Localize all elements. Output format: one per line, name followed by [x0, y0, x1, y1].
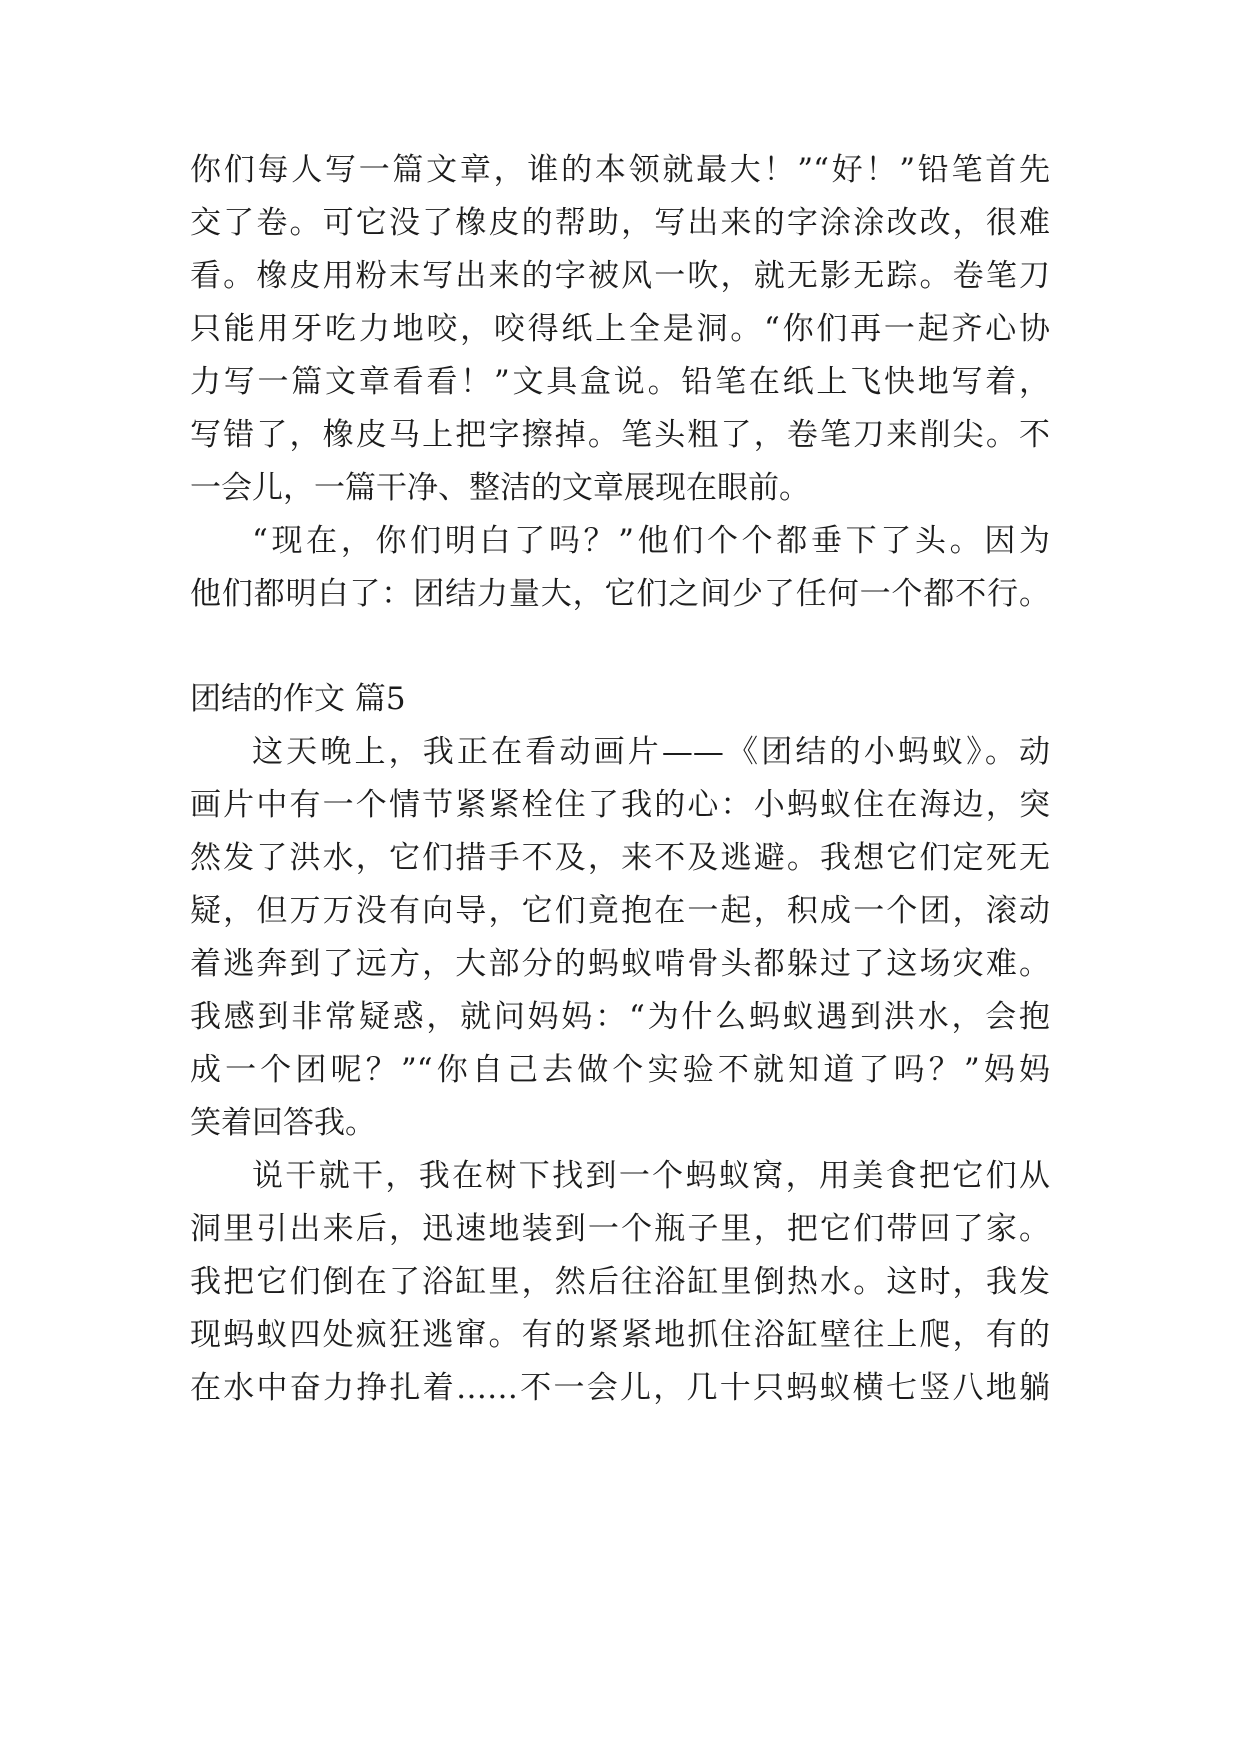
text-line: 一会儿，一篇干净、整洁的文章展现在眼前。	[190, 470, 810, 506]
text-line: 然发了洪水，它们措手不及，来不及逃避。我想它们定死无	[190, 840, 1050, 876]
text-line: 这天晚上，我正在看动画片——《团结的小蚂蚁》。动	[252, 734, 1050, 770]
text-line: 笑着回答我。	[190, 1105, 376, 1141]
text-line: 看。橡皮用粉末写出来的字被风一吹，就无影无踪。卷笔刀	[190, 258, 1050, 294]
text-line: 疑，但万万没有向导，它们竟抱在一起，积成一个团，滚动	[190, 893, 1050, 929]
text-line: 只能用牙吃力地咬，咬得纸上全是洞。“你们再一起齐心协	[190, 311, 1050, 347]
text-line: 洞里引出来后，迅速地装到一个瓶子里，把它们带回了家。	[190, 1211, 1050, 1247]
text-line: 我把它们倒在了浴缸里，然后往浴缸里倒热水。这时，我发	[190, 1264, 1050, 1300]
text-line: 他们都明白了：团结力量大，它们之间少了任何一个都不行。	[190, 576, 1050, 612]
text-line: 成一个团呢？”“你自己去做个实验不就知道了吗？”妈妈	[190, 1052, 1050, 1088]
text-line: 着逃奔到了远方，大部分的蚂蚁啃骨头都躲过了这场灾难。	[190, 946, 1050, 982]
text-line: 说干就干，我在树下找到一个蚂蚁窝，用美食把它们从	[252, 1158, 1050, 1194]
section-heading: 团结的作文 篇5	[190, 681, 406, 717]
text-line: “现在，你们明白了吗？”他们个个都垂下了头。因为	[252, 523, 1050, 559]
text-line: 我感到非常疑惑，就问妈妈：“为什么蚂蚁遇到洪水，会抱	[190, 999, 1050, 1035]
text-line: 交了卷。可它没了橡皮的帮助，写出来的字涂涂改改，很难	[190, 205, 1050, 241]
text-line: 现蚂蚁四处疯狂逃窜。有的紧紧地抓住浴缸壁往上爬，有的	[190, 1317, 1050, 1353]
text-line: 写错了，橡皮马上把字擦掉。笔头粗了，卷笔刀来削尖。不	[190, 417, 1050, 453]
text-line: 你们每人写一篇文章，谁的本领就最大！”“好！”铅笔首先	[190, 152, 1050, 188]
text-line: 在水中奋力挣扎着……不一会儿，几十只蚂蚁横七竖八地躺	[190, 1370, 1050, 1406]
text-line: 力写一篇文章看看！”文具盒说。铅笔在纸上飞快地写着，	[190, 364, 1050, 400]
text-line: 画片中有一个情节紧紧栓住了我的心：小蚂蚁住在海边，突	[190, 787, 1050, 823]
